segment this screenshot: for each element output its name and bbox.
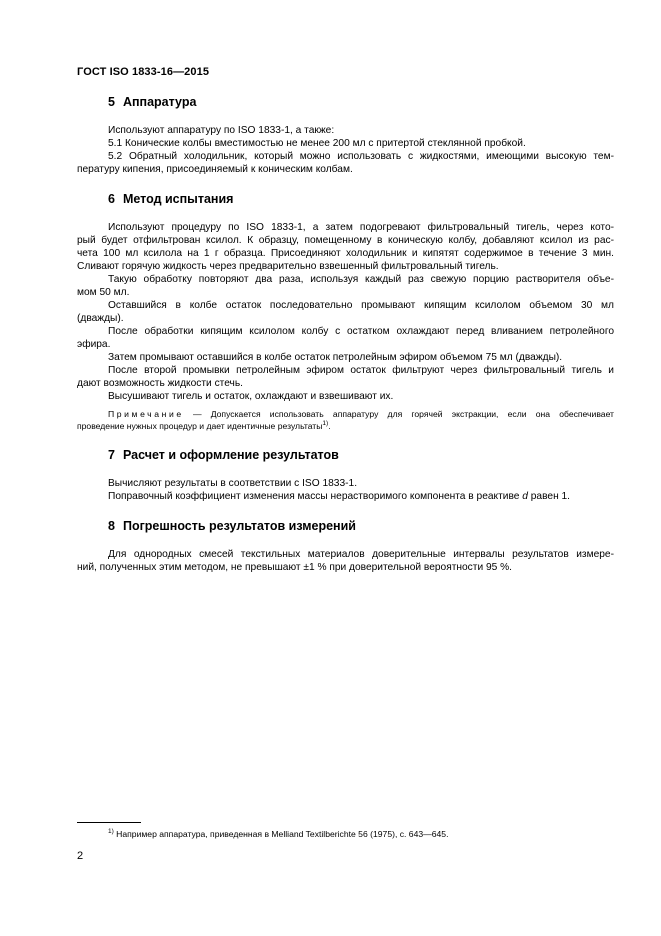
section-5-title: Аппаратура xyxy=(122,95,197,109)
s6-note-line1 xyxy=(108,408,614,420)
s6-p5: Затем промывают оставшийся в колбе остаток петролейным эфиром объемом 75 мл (дважды). xyxy=(108,352,563,363)
s6-p7: Высушивают тигель и остаток, охлаждают и взвешивают их. xyxy=(108,391,394,402)
section-6-number: 6 xyxy=(108,192,115,206)
footnote-mark: 1) xyxy=(108,828,114,836)
section-6-title: Метод испытания xyxy=(122,192,234,206)
s5-item-5-1: 5.1 Конические колбы вместимостью не менее 200 мл с притертой стеклянной пробкой. xyxy=(108,138,526,149)
s6-p3-line1: Оставшийся в колбе остаток последовательно промывают кипящим ксилолом объемом 30 мл xyxy=(108,300,614,311)
s6-p3-line2: (дважды). xyxy=(77,313,124,324)
note-text: — Допускается использовать аппаратуру для горячей экстракции, если она обеспечивает xyxy=(192,409,614,419)
footnote xyxy=(108,829,448,839)
note-label: Примечание xyxy=(108,409,184,419)
s6-p1-line4: Сливают горячую жидкость через предварительно взвешенный фильтровальный тигель. xyxy=(77,261,499,272)
s6-p4-line2: эфира. xyxy=(77,339,111,350)
s7-reagent-letter: d xyxy=(522,491,528,502)
section-7-title: Расчет и оформление результатов xyxy=(122,448,339,462)
footnote-text: Например аппаратура, приведенная в Melliand Textilberichte 56 (1975), с. 643—645. xyxy=(113,829,449,839)
document-header: ГОСТ ISO 1833-16—2015 xyxy=(77,66,210,78)
s7-text: Поправочный коэффициент изменения массы нерастворимого компонента в реактиве xyxy=(108,491,523,502)
s5-item-5-2: 5.2 Обратный холодильник, который можно использовать с жидкостями, имеющими высокую тем- xyxy=(108,151,614,162)
s6-p4-line1: После обработки кипящим ксилолом колбу с остатком охлаждают перед вливанием петролейного xyxy=(108,326,614,337)
section-7-heading xyxy=(108,448,339,462)
s5-item-5-2-cont: пературу кипения, присоединяемый к коническим колбам. xyxy=(77,164,353,175)
s7-text-end: равен 1. xyxy=(527,491,571,502)
s6-p1-line3: чета 100 мл ксилола на 1 г образца. Присоединяют холодильник и кипятят содержимое в течение 3 мин. xyxy=(77,248,614,259)
footnote-divider xyxy=(77,822,141,823)
section-5-heading xyxy=(108,95,196,109)
page-number: 2 xyxy=(77,850,84,862)
s6-p2-line2: мом 50 мл. xyxy=(77,287,130,298)
s7-line2 xyxy=(108,491,570,503)
note-text-cont: проведение нужных процедур и дает идентичные результаты xyxy=(77,421,323,431)
s6-p6-line2: дают возможность жидкости стечь. xyxy=(77,378,243,389)
s6-note-line2 xyxy=(77,420,331,432)
section-8-heading xyxy=(108,519,356,533)
s6-p1-line2: рый будет отфильтрован ксилол. К образцу, помещенному в коническую колбу, добавляют ксилол из рас- xyxy=(77,235,614,246)
s5-intro: Используют аппаратуру по ISO 1833-1, а также: xyxy=(108,125,335,136)
section-5-number: 5 xyxy=(108,95,115,109)
s8-line1: Для однородных смесей текстильных материалов доверительные интервалы результатов измере- xyxy=(108,549,614,560)
s7-line1: Вычисляют результаты в соответствии с ISO 1833-1. xyxy=(108,478,358,489)
s6-p6-line1: После второй промывки петролейным эфиром остаток фильтруют через фильтровальный тигель и xyxy=(108,365,614,376)
s8-line2: ний, полученных этим методом, не превышают ±1 % при доверительной вероятности 95 %. xyxy=(77,562,513,573)
section-7-number: 7 xyxy=(108,448,115,462)
s6-p1-line1: Используют процедуру по ISO 1833-1, а затем подогревают фильтровальный тигель, через кото- xyxy=(108,222,614,233)
note-end: . xyxy=(328,421,331,431)
section-8-title: Погрешность результатов измерений xyxy=(122,519,356,533)
s6-p2-line1: Такую обработку повторяют два раза, используя каждый раз свежую порцию растворителя объе- xyxy=(108,274,614,285)
section-6-heading xyxy=(108,192,233,206)
section-8-number: 8 xyxy=(108,519,115,533)
footnote-reference[interactable]: 1) xyxy=(322,420,329,428)
